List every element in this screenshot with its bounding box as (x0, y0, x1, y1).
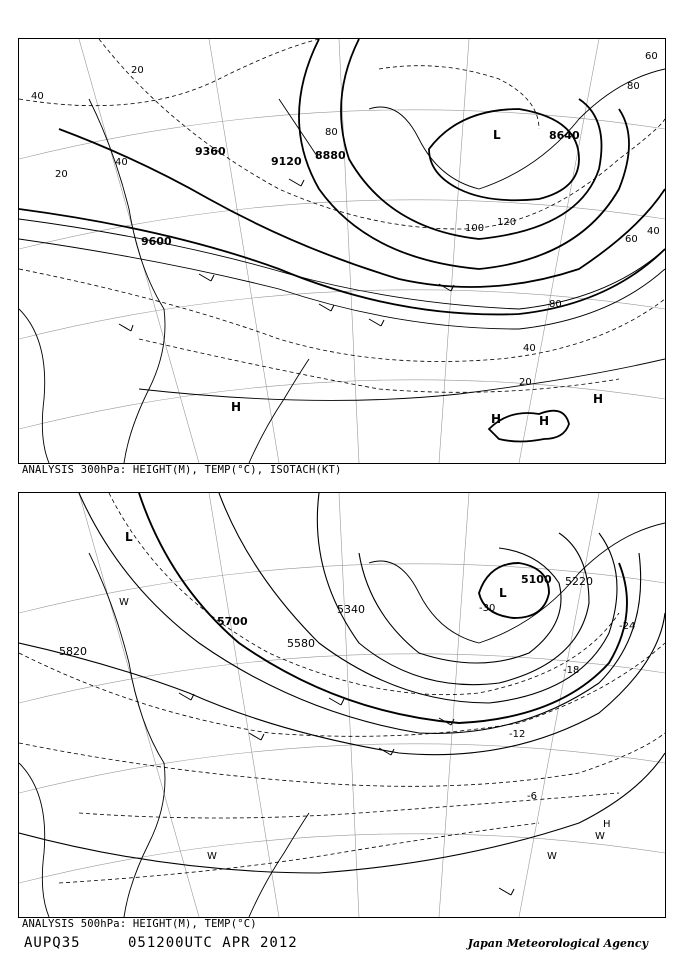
agency-name: Japan Meteorological Agency (467, 937, 648, 950)
isotach-label: 60 (625, 234, 638, 245)
chart-300hpa (18, 38, 666, 464)
height-contours (19, 493, 665, 873)
isotach-label: 120 (497, 217, 517, 228)
isotach-label: 80 (549, 299, 562, 310)
caption-500hpa: ANALYSIS 500hPa: HEIGHT(M), TEMP(°C) (22, 918, 257, 930)
temperature-labels (479, 603, 635, 802)
temp-label: -24 (619, 621, 636, 632)
height-label: 5340 (337, 603, 365, 616)
isotach-labels (31, 51, 660, 388)
isotach-label: 80 (627, 81, 640, 92)
height-labels (59, 573, 593, 658)
height-label: 5700 (217, 615, 248, 628)
caption-300hpa: ANALYSIS 300hPa: HEIGHT(M), TEMP(°C), ISOTACH(KT) (22, 464, 342, 476)
low-center: L (493, 128, 501, 142)
isotach-label: 40 (523, 343, 536, 354)
graticule (19, 493, 665, 917)
isotach-label: 20 (519, 377, 532, 388)
chart-500hpa (18, 492, 666, 918)
high-center: H (603, 819, 611, 830)
isotach-label: 80 (325, 127, 338, 138)
wind-barbs (119, 179, 454, 331)
height-label: 8880 (315, 149, 346, 162)
high-center: H (231, 400, 242, 414)
low-center: L (125, 530, 133, 544)
isotachs (19, 219, 665, 400)
map-500hpa (19, 493, 665, 917)
height-label: 5100 (521, 573, 552, 586)
low-center: L (499, 586, 507, 600)
isotach-label: 20 (55, 169, 68, 180)
temp-label: -12 (509, 729, 526, 740)
warm-center: W (207, 851, 217, 862)
map-300hpa (19, 39, 665, 463)
temp-label: -6 (527, 791, 537, 802)
high-center: H (539, 414, 550, 428)
height-label: 9600 (141, 235, 172, 248)
height-label: 5820 (59, 645, 87, 658)
isotach-label: 20 (131, 65, 144, 76)
height-label: 9120 (271, 155, 302, 168)
height-contours-bold (139, 493, 627, 723)
isotach-label: 40 (31, 91, 44, 102)
isotach-label: 40 (115, 157, 128, 168)
high-center: H (593, 392, 604, 406)
isotach-label: 40 (647, 226, 660, 237)
isotach-label: 60 (645, 51, 658, 62)
bulletin-code: AUPQ35 (24, 935, 81, 951)
height-label: 5580 (287, 637, 315, 650)
height-contours (19, 39, 665, 442)
analysis-time: 051200UTC APR 2012 (128, 935, 298, 951)
height-label: 8640 (549, 129, 580, 142)
height-label: 5220 (565, 575, 593, 588)
warm-center: W (119, 597, 129, 608)
temp-label: -18 (563, 665, 580, 676)
warm-center: W (547, 851, 557, 862)
high-center: H (491, 412, 502, 426)
temp-label: -30 (479, 603, 496, 614)
height-label: 9360 (195, 145, 226, 158)
isotach-label: 100 (465, 223, 485, 234)
warm-center: W (595, 831, 605, 842)
